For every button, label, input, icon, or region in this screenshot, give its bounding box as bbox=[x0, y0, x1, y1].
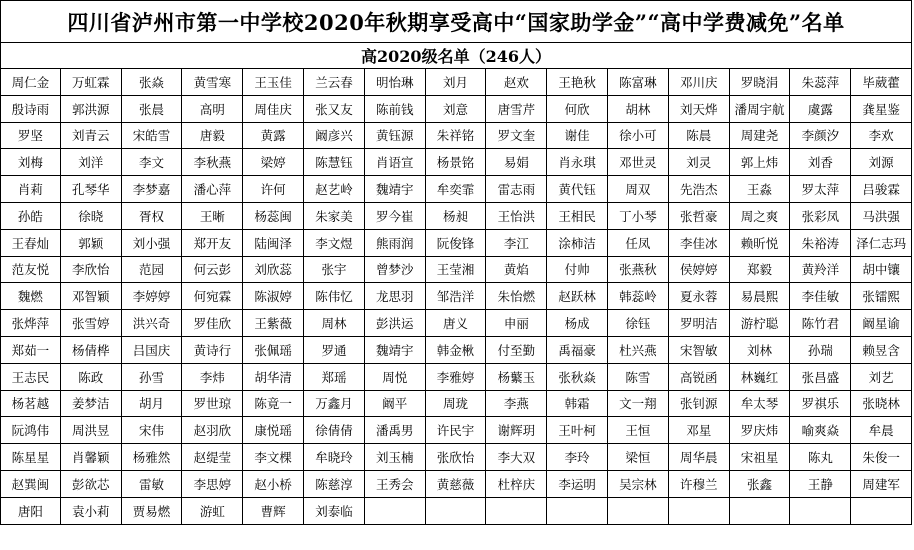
name-cell[interactable] bbox=[851, 498, 912, 525]
name-cell[interactable]: 王叶柯 bbox=[547, 417, 608, 444]
name-cell[interactable]: 陈慈淳 bbox=[304, 471, 365, 498]
name-cell[interactable]: 胥权 bbox=[122, 203, 183, 230]
name-cell[interactable]: 毕葳藿 bbox=[851, 69, 912, 96]
name-cell[interactable] bbox=[790, 498, 851, 525]
name-cell[interactable]: 张镭熙 bbox=[851, 283, 912, 310]
name-cell[interactable]: 赵缇莹 bbox=[182, 444, 243, 471]
name-cell[interactable]: 林巍红 bbox=[730, 364, 791, 391]
name-cell[interactable]: 潘周宇航 bbox=[730, 96, 791, 123]
name-cell[interactable]: 刘源 bbox=[851, 149, 912, 176]
table-row bbox=[0, 444, 912, 471]
name-cell[interactable]: 申丽 bbox=[486, 310, 547, 337]
name-cell[interactable]: 万虹霖 bbox=[61, 69, 122, 96]
name-cell[interactable]: 张彩凤 bbox=[790, 203, 851, 230]
name-cell[interactable]: 潘禹男 bbox=[365, 417, 426, 444]
name-cell[interactable]: 罗世琼 bbox=[182, 391, 243, 418]
name-cell[interactable]: 王晰 bbox=[182, 203, 243, 230]
name-cell[interactable]: 范园 bbox=[122, 257, 183, 284]
name-cell[interactable]: 孙皓 bbox=[0, 203, 61, 230]
name-cell[interactable]: 黄诗行 bbox=[182, 337, 243, 364]
name-cell[interactable]: 杨茗越 bbox=[0, 391, 61, 418]
name-cell[interactable]: 周佳庆 bbox=[243, 96, 304, 123]
name-cell[interactable]: 徐钰 bbox=[608, 310, 669, 337]
name-cell[interactable]: 罗文奎 bbox=[486, 123, 547, 150]
name-cell[interactable]: 罗晓涓 bbox=[730, 69, 791, 96]
name-cell[interactable]: 李炜 bbox=[182, 364, 243, 391]
name-cell[interactable]: 何云彭 bbox=[182, 257, 243, 284]
table-row bbox=[0, 96, 912, 123]
name-cell[interactable]: 罗太萍 bbox=[790, 176, 851, 203]
name-cell[interactable]: 周洪昱 bbox=[61, 417, 122, 444]
name-cell[interactable]: 杨成 bbox=[547, 310, 608, 337]
name-cell[interactable]: 韩蕊岭 bbox=[608, 283, 669, 310]
name-cell[interactable]: 罗庆炜 bbox=[730, 417, 791, 444]
name-cell[interactable]: 喻爽焱 bbox=[790, 417, 851, 444]
name-cell[interactable]: 魏燃 bbox=[0, 283, 61, 310]
name-cell[interactable]: 周悦 bbox=[365, 364, 426, 391]
name-cell[interactable]: 谢佳 bbox=[547, 123, 608, 150]
name-cell[interactable]: 易娟 bbox=[486, 149, 547, 176]
name-cell[interactable]: 孙瑞 bbox=[790, 337, 851, 364]
name-cell[interactable] bbox=[365, 498, 426, 525]
name-cell[interactable]: 王相民 bbox=[547, 203, 608, 230]
name-cell[interactable]: 彭洪运 bbox=[365, 310, 426, 337]
name-cell[interactable]: 曹辉 bbox=[243, 498, 304, 525]
name-cell[interactable]: 李佳敏 bbox=[790, 283, 851, 310]
name-grid bbox=[0, 69, 912, 525]
name-cell[interactable]: 刘玉楠 bbox=[365, 444, 426, 471]
name-cell[interactable]: 雷志雨 bbox=[486, 176, 547, 203]
table-row bbox=[0, 471, 912, 498]
name-cell[interactable]: 陈前钱 bbox=[365, 96, 426, 123]
name-cell[interactable]: 明怡琳 bbox=[365, 69, 426, 96]
name-cell[interactable]: 王恒 bbox=[608, 417, 669, 444]
name-cell[interactable]: 周仁金 bbox=[0, 69, 61, 96]
name-cell[interactable]: 陈竟一 bbox=[243, 391, 304, 418]
name-cell[interactable]: 朱祥铭 bbox=[426, 123, 487, 150]
name-cell[interactable]: 张秋焱 bbox=[547, 364, 608, 391]
name-cell[interactable]: 刘天烨 bbox=[669, 96, 730, 123]
table-row bbox=[0, 391, 912, 418]
name-cell[interactable]: 刘欣蕊 bbox=[243, 257, 304, 284]
name-cell[interactable]: 张雪婷 bbox=[61, 310, 122, 337]
name-cell[interactable]: 张哲豪 bbox=[669, 203, 730, 230]
name-cell[interactable]: 阮俊锋 bbox=[426, 230, 487, 257]
name-cell[interactable]: 杨雅然 bbox=[122, 444, 183, 471]
name-cell[interactable]: 赵跃林 bbox=[547, 283, 608, 310]
name-cell[interactable]: 徐倩倩 bbox=[304, 417, 365, 444]
name-cell[interactable] bbox=[426, 498, 487, 525]
name-cell[interactable]: 袁小莉 bbox=[61, 498, 122, 525]
name-cell[interactable]: 陈丸 bbox=[790, 444, 851, 471]
name-cell[interactable]: 张焱 bbox=[122, 69, 183, 96]
name-cell[interactable]: 龚星鉴 bbox=[851, 96, 912, 123]
name-cell[interactable]: 殷诗雨 bbox=[0, 96, 61, 123]
name-cell[interactable]: 李文棵 bbox=[243, 444, 304, 471]
name-cell[interactable]: 魏靖宇 bbox=[365, 337, 426, 364]
name-cell[interactable]: 陈雪 bbox=[608, 364, 669, 391]
name-cell[interactable]: 周华晨 bbox=[669, 444, 730, 471]
name-cell[interactable]: 吕骏霖 bbox=[851, 176, 912, 203]
name-cell[interactable]: 罗祺乐 bbox=[790, 391, 851, 418]
name-cell[interactable]: 丁小琴 bbox=[608, 203, 669, 230]
name-cell[interactable]: 张又友 bbox=[304, 96, 365, 123]
name-cell[interactable]: 杨蘩玉 bbox=[486, 364, 547, 391]
name-cell[interactable]: 张昌盛 bbox=[790, 364, 851, 391]
name-cell[interactable]: 黄露 bbox=[243, 123, 304, 150]
name-cell[interactable]: 郑开友 bbox=[182, 230, 243, 257]
name-cell[interactable]: 宋智敏 bbox=[669, 337, 730, 364]
name-cell[interactable]: 虞露 bbox=[790, 96, 851, 123]
table-row bbox=[0, 123, 912, 150]
name-cell[interactable]: 韩霜 bbox=[547, 391, 608, 418]
name-cell[interactable]: 陈慧钰 bbox=[304, 149, 365, 176]
name-cell[interactable]: 朱裕涛 bbox=[790, 230, 851, 257]
table-row bbox=[0, 498, 912, 525]
name-cell[interactable]: 付帅 bbox=[547, 257, 608, 284]
name-cell[interactable]: 陈竹君 bbox=[790, 310, 851, 337]
name-cell[interactable]: 李梦嘉 bbox=[122, 176, 183, 203]
name-cell[interactable]: 李江 bbox=[486, 230, 547, 257]
name-cell[interactable]: 范友悦 bbox=[0, 257, 61, 284]
name-cell[interactable]: 唐阳 bbox=[0, 498, 61, 525]
table-row bbox=[0, 230, 912, 257]
name-cell[interactable]: 刘意 bbox=[426, 96, 487, 123]
name-cell[interactable]: 阚星谕 bbox=[851, 310, 912, 337]
name-cell[interactable]: 孙雪 bbox=[122, 364, 183, 391]
name-cell[interactable]: 吴宗林 bbox=[608, 471, 669, 498]
name-cell[interactable]: 刘林 bbox=[730, 337, 791, 364]
name-cell[interactable]: 王艳秋 bbox=[547, 69, 608, 96]
name-cell[interactable]: 阚彦兴 bbox=[304, 123, 365, 150]
name-cell[interactable]: 唐雪芹 bbox=[486, 96, 547, 123]
name-cell[interactable]: 王莹湘 bbox=[426, 257, 487, 284]
name-cell[interactable]: 徐小可 bbox=[608, 123, 669, 150]
name-cell[interactable]: 姜梦洁 bbox=[61, 391, 122, 418]
table-row bbox=[0, 417, 912, 444]
name-cell[interactable]: 肖馨颖 bbox=[61, 444, 122, 471]
name-cell[interactable]: 宋皓雪 bbox=[122, 123, 183, 150]
name-cell[interactable]: 张欣怡 bbox=[426, 444, 487, 471]
name-cell[interactable]: 张佩瑶 bbox=[243, 337, 304, 364]
name-cell[interactable]: 宋祖星 bbox=[730, 444, 791, 471]
name-cell[interactable]: 郑茹一 bbox=[0, 337, 61, 364]
name-cell[interactable]: 刘青云 bbox=[61, 123, 122, 150]
name-cell[interactable]: 郑毅 bbox=[730, 257, 791, 284]
table-row bbox=[0, 149, 912, 176]
name-cell[interactable]: 宋伟 bbox=[122, 417, 183, 444]
class-subtitle: 高2020级名单（246人） bbox=[0, 43, 912, 69]
name-cell[interactable]: 阚平 bbox=[365, 391, 426, 418]
name-cell[interactable]: 付至勤 bbox=[486, 337, 547, 364]
name-cell[interactable]: 何欣 bbox=[547, 96, 608, 123]
name-cell[interactable]: 泽仁志玛 bbox=[851, 230, 912, 257]
name-cell[interactable]: 李佳冰 bbox=[669, 230, 730, 257]
name-cell[interactable]: 任凤 bbox=[608, 230, 669, 257]
name-cell[interactable]: 邓星 bbox=[669, 417, 730, 444]
name-cell[interactable]: 郭颖 bbox=[61, 230, 122, 257]
name-cell[interactable]: 邓智颖 bbox=[61, 283, 122, 310]
name-cell[interactable]: 牟太琴 bbox=[730, 391, 791, 418]
name-cell[interactable]: 肖永琪 bbox=[547, 149, 608, 176]
name-cell[interactable]: 杨蕊闽 bbox=[243, 203, 304, 230]
name-cell[interactable]: 黄钰源 bbox=[365, 123, 426, 150]
name-cell[interactable]: 李欣怡 bbox=[61, 257, 122, 284]
name-cell[interactable]: 陈富琳 bbox=[608, 69, 669, 96]
table-row bbox=[0, 203, 912, 230]
table-row bbox=[0, 283, 912, 310]
name-cell[interactable]: 周珑 bbox=[426, 391, 487, 418]
table-row bbox=[0, 310, 912, 337]
name-cell[interactable]: 罗今崔 bbox=[365, 203, 426, 230]
name-cell[interactable]: 杨昶 bbox=[426, 203, 487, 230]
name-cell[interactable]: 朱俊一 bbox=[851, 444, 912, 471]
table-row bbox=[0, 364, 912, 391]
name-cell[interactable]: 潘心萍 bbox=[182, 176, 243, 203]
name-cell[interactable]: 魏靖宇 bbox=[365, 176, 426, 203]
name-cell[interactable]: 刘香 bbox=[790, 149, 851, 176]
name-cell[interactable]: 胡月 bbox=[122, 391, 183, 418]
name-cell[interactable]: 赖昕悦 bbox=[730, 230, 791, 257]
name-cell[interactable]: 兰云春 bbox=[304, 69, 365, 96]
name-cell[interactable]: 杜兴燕 bbox=[608, 337, 669, 364]
name-cell[interactable]: 张钊源 bbox=[669, 391, 730, 418]
name-cell[interactable]: 赵巽闽 bbox=[0, 471, 61, 498]
name-cell[interactable]: 郑瑶 bbox=[304, 364, 365, 391]
name-cell[interactable]: 周建尧 bbox=[730, 123, 791, 150]
name-cell[interactable]: 邓川庆 bbox=[669, 69, 730, 96]
name-cell[interactable]: 赵羽欣 bbox=[182, 417, 243, 444]
name-cell[interactable]: 康悦瑶 bbox=[243, 417, 304, 444]
name-cell[interactable]: 刘小强 bbox=[122, 230, 183, 257]
name-cell[interactable]: 肖莉 bbox=[0, 176, 61, 203]
name-cell[interactable]: 万鑫月 bbox=[304, 391, 365, 418]
name-cell[interactable]: 涂柿洁 bbox=[547, 230, 608, 257]
name-cell[interactable]: 高锐函 bbox=[669, 364, 730, 391]
name-cell[interactable] bbox=[547, 498, 608, 525]
name-cell[interactable]: 张晨 bbox=[122, 96, 183, 123]
name-cell[interactable]: 徐晓 bbox=[61, 203, 122, 230]
name-cell[interactable]: 罗明洁 bbox=[669, 310, 730, 337]
name-cell[interactable]: 先浩杰 bbox=[669, 176, 730, 203]
name-cell[interactable]: 李玲 bbox=[547, 444, 608, 471]
name-cell[interactable]: 陈淑婷 bbox=[243, 283, 304, 310]
name-cell[interactable]: 许何 bbox=[243, 176, 304, 203]
name-cell[interactable]: 牟晓玲 bbox=[304, 444, 365, 471]
name-cell[interactable]: 黄代钰 bbox=[547, 176, 608, 203]
name-cell[interactable]: 赵艺岭 bbox=[304, 176, 365, 203]
name-cell[interactable]: 曾梦沙 bbox=[365, 257, 426, 284]
name-cell[interactable]: 郭上炜 bbox=[730, 149, 791, 176]
name-cell[interactable]: 周林 bbox=[304, 310, 365, 337]
name-cell[interactable]: 李思婷 bbox=[182, 471, 243, 498]
name-cell[interactable]: 谢辉玥 bbox=[486, 417, 547, 444]
name-cell[interactable]: 王春灿 bbox=[0, 230, 61, 257]
name-cell[interactable]: 陈星星 bbox=[0, 444, 61, 471]
name-cell[interactable]: 游虹 bbox=[182, 498, 243, 525]
name-cell[interactable] bbox=[669, 498, 730, 525]
name-cell[interactable]: 王玉佳 bbox=[243, 69, 304, 96]
name-cell[interactable]: 王志民 bbox=[0, 364, 61, 391]
name-cell[interactable]: 陈晨 bbox=[669, 123, 730, 150]
name-cell[interactable]: 李文 bbox=[122, 149, 183, 176]
name-cell[interactable]: 王静 bbox=[790, 471, 851, 498]
name-cell[interactable]: 黄羚洋 bbox=[790, 257, 851, 284]
name-cell[interactable]: 文一翔 bbox=[608, 391, 669, 418]
table-row bbox=[0, 257, 912, 284]
name-cell[interactable]: 陈伟忆 bbox=[304, 283, 365, 310]
name-cell[interactable]: 杜梓庆 bbox=[486, 471, 547, 498]
name-cell[interactable]: 陈政 bbox=[61, 364, 122, 391]
name-cell[interactable]: 许穆兰 bbox=[669, 471, 730, 498]
name-cell[interactable]: 李欢 bbox=[851, 123, 912, 150]
name-cell[interactable]: 阮鸿伟 bbox=[0, 417, 61, 444]
name-cell[interactable]: 张宇 bbox=[304, 257, 365, 284]
name-cell[interactable]: 唐义 bbox=[426, 310, 487, 337]
name-cell[interactable]: 张烨萍 bbox=[0, 310, 61, 337]
name-cell[interactable]: 马洪强 bbox=[851, 203, 912, 230]
name-cell[interactable]: 朱蕊萍 bbox=[790, 69, 851, 96]
name-cell[interactable]: 李秋燕 bbox=[182, 149, 243, 176]
name-cell[interactable]: 熊雨润 bbox=[365, 230, 426, 257]
table-row bbox=[0, 176, 912, 203]
name-cell[interactable]: 唐毅 bbox=[182, 123, 243, 150]
name-cell[interactable]: 洪兴奇 bbox=[122, 310, 183, 337]
name-cell[interactable]: 梁恒 bbox=[608, 444, 669, 471]
name-cell[interactable]: 赵欢 bbox=[486, 69, 547, 96]
name-cell[interactable]: 彭欲芯 bbox=[61, 471, 122, 498]
name-cell[interactable] bbox=[486, 498, 547, 525]
name-cell[interactable]: 王怡洪 bbox=[486, 203, 547, 230]
name-cell[interactable]: 刘艺 bbox=[851, 364, 912, 391]
name-cell[interactable]: 张燕秋 bbox=[608, 257, 669, 284]
name-cell[interactable]: 肖语宣 bbox=[365, 149, 426, 176]
name-cell[interactable]: 刘梅 bbox=[0, 149, 61, 176]
name-cell[interactable]: 孔琴华 bbox=[61, 176, 122, 203]
name-cell[interactable]: 胡华清 bbox=[243, 364, 304, 391]
name-cell[interactable]: 陆闽泽 bbox=[243, 230, 304, 257]
name-cell[interactable]: 周建军 bbox=[851, 471, 912, 498]
name-cell[interactable]: 邹浩洋 bbox=[426, 283, 487, 310]
name-cell[interactable]: 高明 bbox=[182, 96, 243, 123]
name-cell[interactable]: 易晨熙 bbox=[730, 283, 791, 310]
name-cell[interactable]: 罗通 bbox=[304, 337, 365, 364]
name-cell[interactable]: 李燕 bbox=[486, 391, 547, 418]
name-cell[interactable]: 何宛霖 bbox=[182, 283, 243, 310]
name-cell[interactable]: 游柠聪 bbox=[730, 310, 791, 337]
name-cell[interactable]: 吕国庆 bbox=[122, 337, 183, 364]
name-cell[interactable]: 杨景铭 bbox=[426, 149, 487, 176]
name-cell[interactable]: 贾易燃 bbox=[122, 498, 183, 525]
name-cell[interactable]: 李婷婷 bbox=[122, 283, 183, 310]
name-cell[interactable]: 李文煜 bbox=[304, 230, 365, 257]
name-cell[interactable]: 李运明 bbox=[547, 471, 608, 498]
name-cell[interactable]: 牟奕霏 bbox=[426, 176, 487, 203]
name-cell[interactable]: 朱家美 bbox=[304, 203, 365, 230]
name-cell[interactable]: 禹福豪 bbox=[547, 337, 608, 364]
name-cell[interactable]: 许民宇 bbox=[426, 417, 487, 444]
name-cell[interactable]: 李颜汐 bbox=[790, 123, 851, 150]
name-cell[interactable]: 龙思羽 bbox=[365, 283, 426, 310]
name-cell[interactable]: 王紫薇 bbox=[243, 310, 304, 337]
name-cell[interactable]: 杨倩桦 bbox=[61, 337, 122, 364]
name-cell[interactable]: 梁婷 bbox=[243, 149, 304, 176]
name-cell[interactable]: 张晓林 bbox=[851, 391, 912, 418]
name-cell[interactable]: 牟晨 bbox=[851, 417, 912, 444]
name-cell[interactable]: 郭洪源 bbox=[61, 96, 122, 123]
name-cell[interactable]: 赵小桥 bbox=[243, 471, 304, 498]
name-cell[interactable]: 罗坚 bbox=[0, 123, 61, 150]
name-cell[interactable]: 李雅婷 bbox=[426, 364, 487, 391]
name-cell[interactable]: 周双 bbox=[608, 176, 669, 203]
name-cell[interactable]: 朱怡燃 bbox=[486, 283, 547, 310]
name-cell[interactable]: 王秀会 bbox=[365, 471, 426, 498]
name-cell[interactable]: 胡中镶 bbox=[851, 257, 912, 284]
name-cell[interactable]: 罗佳欣 bbox=[182, 310, 243, 337]
name-cell[interactable]: 邓世灵 bbox=[608, 149, 669, 176]
name-cell[interactable]: 侯婷婷 bbox=[669, 257, 730, 284]
name-cell[interactable]: 赖昱含 bbox=[851, 337, 912, 364]
name-cell[interactable]: 黄雪寒 bbox=[182, 69, 243, 96]
name-cell[interactable]: 王淼 bbox=[730, 176, 791, 203]
name-cell[interactable]: 黄焰 bbox=[486, 257, 547, 284]
table-row bbox=[0, 337, 912, 364]
name-cell[interactable]: 刘洋 bbox=[61, 149, 122, 176]
name-cell[interactable]: 刘泰临 bbox=[304, 498, 365, 525]
name-cell[interactable]: 刘月 bbox=[426, 69, 487, 96]
name-cell[interactable]: 夏永蓉 bbox=[669, 283, 730, 310]
name-cell[interactable]: 周之爽 bbox=[730, 203, 791, 230]
name-cell[interactable]: 韩金楸 bbox=[426, 337, 487, 364]
name-cell[interactable]: 李大双 bbox=[486, 444, 547, 471]
name-cell[interactable] bbox=[730, 498, 791, 525]
name-cell[interactable] bbox=[608, 498, 669, 525]
name-cell[interactable]: 黄慈薇 bbox=[426, 471, 487, 498]
name-cell[interactable]: 刘灵 bbox=[669, 149, 730, 176]
name-cell[interactable]: 胡林 bbox=[608, 96, 669, 123]
name-cell[interactable]: 张鑫 bbox=[730, 471, 791, 498]
document-title: 四川省泸州市第一中学校2020年秋期享受高中“国家助学金”“高中学费减免”名单 bbox=[0, 0, 912, 43]
table-row bbox=[0, 69, 912, 96]
name-cell[interactable]: 雷敏 bbox=[122, 471, 183, 498]
